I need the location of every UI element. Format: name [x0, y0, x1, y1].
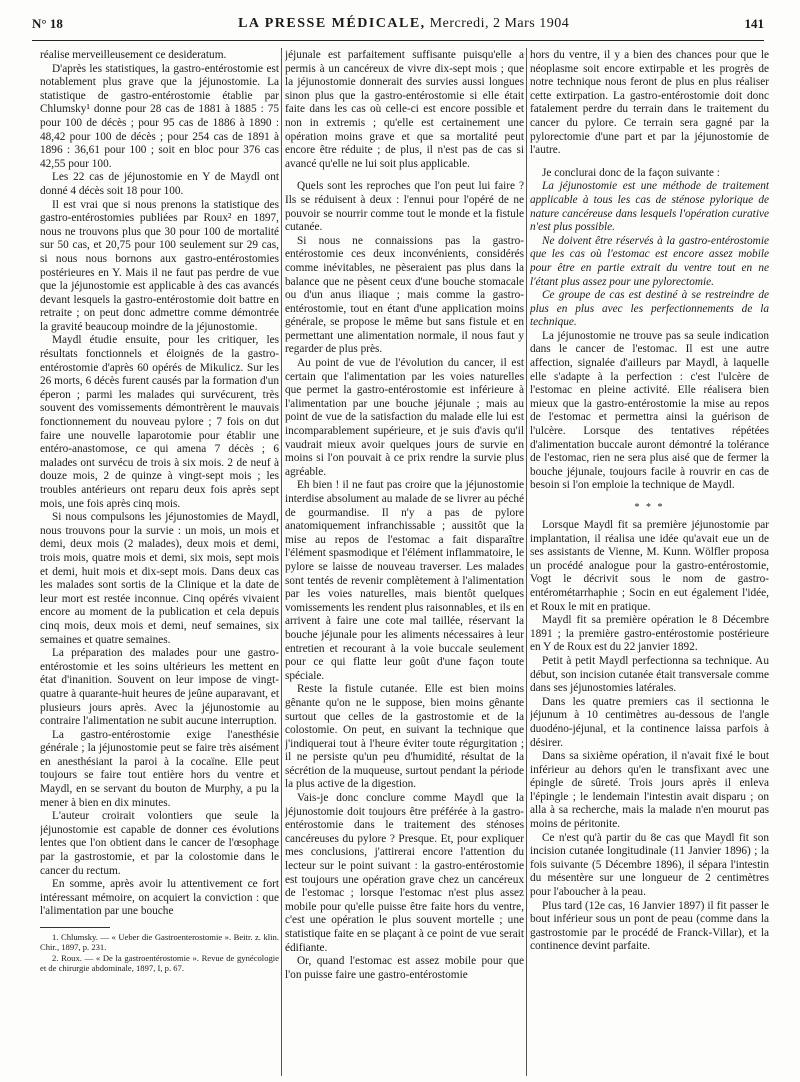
column-2 [285, 49, 524, 1074]
paragraph: Eh bien ! il ne faut pas croire que la jéjunostomie interdise absolument au malade de se livrer au péché de gourmandise. Il n'y a pas de pylore anatomiquement infranchissable ; aussitôt que la mise au repos de l'estomac a fait disparaître l'élément spasmodique et l'élément inflammatoire, le pylore se laisse de nouveau traverser. Les malades sont tentés de revenir complètement à l'alimentation par les voies naturelles, mais bientôt quelques vomissements les rendent plus raisonnables, et ils en arrivent à faire une cote mal taillée, réservant la bouche jéjunale pour les aliments nécessaires à leur entretien et recourant à la voie buccale seulement pour ce qui flatte leur goût d'une façon toute spéciale. [285, 479, 524, 682]
column-1 [40, 49, 279, 1074]
paragraph: Dans les quatre premiers cas il sectionna le jéjunum à 10 centimètres au-dessous de l'angle duodéno-jéjunal, et la continence laissa parfois à désirer. [530, 695, 769, 749]
column-divider [281, 48, 282, 1076]
conclusion-italic [530, 180, 769, 234]
paragraph: Maydl étudie ensuite, pour les critiquer, les résultats fonctionnels et éloignés de la gastro-entérostomie d'après 60 opérés de Mikulicz. Sur les 26 morts, 6 décès furent causés par la formation d'un éperon ; parmi les malades qui survécurent, très souvent des vomissements démontrèrent le mauvais fonctionnement du nouveau pylore ; 7 fois on dut faire une nouvelle laparotomie pour établir une entéro-anastomose, ce qui amena 7 décès ; 6 malades ont survécu de trois à six mois. 2 de neuf à douze mois, 2 de quinze à vingt-sept mois ; les troubles antérieurs ont reparu deux fois après sept mois, une fois après cinq mois. [40, 334, 279, 510]
paragraph: Dans sa sixième opération, il n'avait fixé le bout inférieur au dehors qu'en le transfixant avec une épingle de sûreté. Trois jours après il enleva l'épingle ; le lendemain l'intestin avait disparu ; on alla à sa recherche, mais la malade n'en mourut pas moins de péritonite. [530, 750, 769, 831]
conclusion-italic [530, 289, 769, 330]
footnote-rule [40, 927, 110, 928]
paragraph: Reste la fistule cutanée. Elle est bien moins gênante qu'on ne le suppose, bien moins gênante surtout que celles de la gastrostomie et de la colostomie. On peut, en suivant la technique que j'indiquerai tout à l'heure éviter toute régurgitation ; il ne persiste qu'un peu d'humidité, résultat de la sécrétion de la muqueuse, surtout pendant la période la plus active de la digestion. [285, 683, 524, 791]
paragraph: La préparation des malades pour une gastro-entérostomie et les soins ultérieurs les mettent en état d'inanition. Souvent on leur impose de vingt-quatre à quarante-huit heures de jeûne auparavant, et plusieurs jours après. Avec la jéjunostomie au contraire l'alimentation ne subit aucune interruption. [40, 647, 279, 728]
paragraph: Si nous compulsons les jéjunostomies de Maydl, nous trouvons pour la survie : un mois, un mois et demi, deux mois (2 malades), deux mois et demi, trois mois, quatre mois et demi, six mois, sept mois et demi, huit mois et dix-sept mois. Dans deux cas les malades sont sortis de la Clinique et la date de leur mort est restée inconnue. Cinq opérés vivaient encore au moment de la publication et cela depuis cinq mois, deux mois et demi, neuf semaines, six semaines et quatre semaines. [40, 511, 279, 646]
paragraph: hors du ventre, il y a bien des chances pour que le néoplasme soit encore extirpable et les progrès de notre technique nous feront de plus en plus réaliser cette extirpation. La gastro-entérostomie doit donc fatalement perdre du terrain dans le traitement du cancer du pylore. Ce terrain sera gagné par la pylorectomie d'une part et par la jéjunostomie de l'autre. [530, 49, 769, 157]
paragraph: La gastro-entérostomie exige l'anesthésie générale ; la jéjunostomie peut se faire très aisément en anesthésiant la paroi à la cocaïne. Elle peut toujours se faire tout entière hors du ventre et Maydl, en se servant du bouton de Murphy, a pu la mener à bien en dix minutes. [40, 728, 279, 809]
section-separator: * * * [634, 502, 665, 513]
header-rule [32, 40, 764, 41]
paragraph: Les 22 cas de jéjunostomie en Y de Maydl ont donné 4 décès soit 18 pour 100. [40, 171, 279, 197]
paragraph: D'après les statistiques, la gastro-entérostomie est notablement plus grave que la jéjunostomie. La statistique de gastro-entérostomie établie par Chlumsky¹ donne pour 28 cas de 1881 à 1885 : 75 pour 100 de décès ; pour 95 cas de 1886 à 1890 : 48,42 pour 100 de décès ; pour 254 cas de 1891 à 1896 : 36,61 pour 100 ; soit en bloc pour 376 cas 42,55 pour 100. [40, 62, 279, 170]
paragraph: jéjunale est parfaitement suffisante puisqu'elle a permis à un cancéreux de vivre dix-sept mois ; que la jéjunostomie donnerait des survies aussi longues sinon plus que la gastro-entérostomie si elle était faite dans les cas où celle-ci est encore possible et non in extremis ; qu'elle est certainement une opération moins grave et que sa mortalité peut encore être réduite ; de plus, il n'est pas de cas si avancé qu'elle ne lui soit plus applicable. [285, 49, 524, 170]
paragraph: Vais-je donc conclure comme Maydl que la jéjunostomie doit toujours être préférée à la gastro-entérostomie dans le traitement des sténoses cancéreuses du pylore ? Presque. Et, pour expliquer mes conclusions, j'attirerai encore l'attention du lecteur sur le point suivant : la gastro-entérostomie est toujours une opération grave chez un cancéreux de l'estomac ; lorsque l'estomac n'est plus assez mobile pour qu'elle puisse être faite hors du ventre, c'est une opération le plus souvent mortelle ; une statistique faite en se plaçant à ce point de vue serait édifiante. [285, 792, 524, 954]
paragraph: L'auteur croirait volontiers que seule la jéjunostomie est capable de donner ces évolutions lentes que l'on obtient dans le cancer de l'œsophage par la gastrostomie, et par la colostomie dans le cancer du rectum. [40, 810, 279, 877]
page-number: 141 [744, 16, 764, 31]
issue-date: Mercredi, 2 Mars 1904 [429, 16, 570, 31]
italic-text: La jéjunostomie est une méthode de traitement applicable à tous les cas de sténose pylorique de nature cancéreuse dans lesquels l'opération curative n'est plus possible. [530, 180, 769, 234]
paragraph: Je conclurai donc de la façon suivante : [542, 166, 720, 179]
paragraph: En somme, après avoir lu attentivement ce fort intéressant mémoire, on acquiert la conviction : que l'alimentation par une bouche [40, 878, 279, 918]
paragraph: réalise merveilleusement ce desideratum. [40, 49, 227, 61]
paragraph: Il est vrai que si nous prenons la statistique des gastro-entérostomies publiées par Roux² en 1897, nous ne trouvons plus que 30 pour 100 de mortalité sur 50 cas, et 20,75 pour 100 seulement sur 29 cas, si nous nous bornons aux gastro-entérostomies postérieures en Y. Mais il ne faut pas perdre de vue que la jéjunostomie est applicable à des cas avancés devant lesquels la gastro-entérostomie doit battre en retraite ; on peut donc admettre comme démontrée la gravité beaucoup moindre de la jéjunostomie. [40, 198, 279, 333]
paragraph: Au point de vue de l'évolution du cancer, il est certain que l'alimentation par les voies naturelles que permet la gastro-entérostomie est inférieure à l'alimentation par une bouche jéjunale ; mais au point de vue de la satisfaction du malade elle lui est incomparablement supérieure, et je suis d'avis qu'il vaudrait mieux avoir quelques jours de survie en moins si l'on pouvait à ce prix rendre la survie plus agréable. [285, 357, 524, 478]
column-3 [530, 49, 769, 1074]
italic-text: Ne doivent être réservés à la gastro-entérostomie que les cas où l'estomac est encore assez mobile pour être en partie extrait du ventre tout en ne l'étant plus assez pour une pylorectomie. [530, 234, 769, 288]
journal-name: LA PRESSE MÉDICALE, [238, 16, 426, 31]
column-divider [526, 48, 527, 1076]
paragraph: Lorsque Maydl fit sa première jéjunostomie par implantation, il réalisa une idée qu'avait eue un de ses assistants de Vienne, M. Kunn. Wölfler proposa un procédé analogue pour la gastro-entérostomie, Vogt le décrivit sous le nom de gastro-entérométarrhaphie ; Socin en eut également l'idée, et Roux le mit en pratique. [530, 519, 769, 613]
paragraph: Petit à petit Maydl perfectionna sa technique. Au début, son incision cutanée était transversale comme dans ses jéjunostomies latérales. [530, 654, 769, 695]
paragraph: Si nous ne connaissions pas la gastro-entérostomie ces deux inconvénients, considérés comme inévitables, ne pèseraient pas plus dans la balance que ne pèsent ceux d'une bouche stomacale ou d'un anus iliaque ; mais comme la gastro-entérostomie, tout en étant d'une application moins générale, se propose le même but sans fistule et en permettant une alimentation normale, il nous faut y regarder de plus près. [285, 234, 524, 356]
journal-title [238, 16, 569, 32]
conclusion-italic [530, 235, 769, 289]
paragraph: Quels sont les reproches que l'on peut lui faire ? Ils se réduisent à deux : l'ennui pour l'opéré de ne pouvoir se nourrir comme tout le monde et la fistule cutanée. [285, 180, 524, 234]
paragraph: Ce n'est qu'à partir du 8e cas que Maydl fit son incision cutanée longitudinale (11 Janvier 1896) ; la fois suivante (5 Décembre 1896), il sépara l'intestin du mésentère sur une longueur de 2 centimètres pour l'aboucher à la peau. [530, 831, 769, 899]
running-header [32, 10, 764, 38]
paragraph: Plus tard (12e cas, 16 Janvier 1897) il fit passer le bout inférieur sous un pont de peau (comme dans la gastrostomie par le procédé de Franck-Villar), et la continence devint parfaite. [530, 899, 769, 953]
issue-number: N° 18 [32, 16, 63, 31]
footnote: 2. Roux. — « De la gastroentérostomie ». Revue de gynécologie et de chirurgie abdominale, 1897, I, p. 67. [40, 952, 279, 974]
paragraph: La jéjunostomie ne trouve pas sa seule indication dans le cancer de l'estomac. Il est une autre affection, signalée d'ailleurs par Maydl, à laquelle elle s'adapte à la perfection : c'est l'ulcère de l'estomac en pleine activité. Elle réalisera bien mieux que la gastro-entérostomie la mise au repos de l'estomac et permettra ainsi la guérison de l'ulcère. Lorsque des tentatives répétées d'alimentation buccale auront démontré la tolérance de l'estomac, rien ne sera plus aisé que de fermer la bouche jéjunale, toujours facile à rouvrir en cas de besoin si l'on emploie la technique de Maydl. [530, 329, 769, 492]
italic-text: Ce groupe de cas est destiné à se restreindre de plus en plus avec les perfectionnements de la technique. [530, 289, 769, 329]
footnote: 1. Chlumsky. — « Ueber die Gastroenterostomie ». Beitr. z. klin. Chir., 1897, p. 231. [40, 932, 279, 953]
paragraph: Maydl fit sa première opération le 8 Décembre 1891 ; la première gastro-entérostomie postérieure en Y de Roux est du 22 janvier 1892. [530, 614, 769, 654]
paragraph: Or, quand l'estomac est assez mobile pour que l'on puisse faire une gastro-entérostomie [285, 955, 524, 981]
